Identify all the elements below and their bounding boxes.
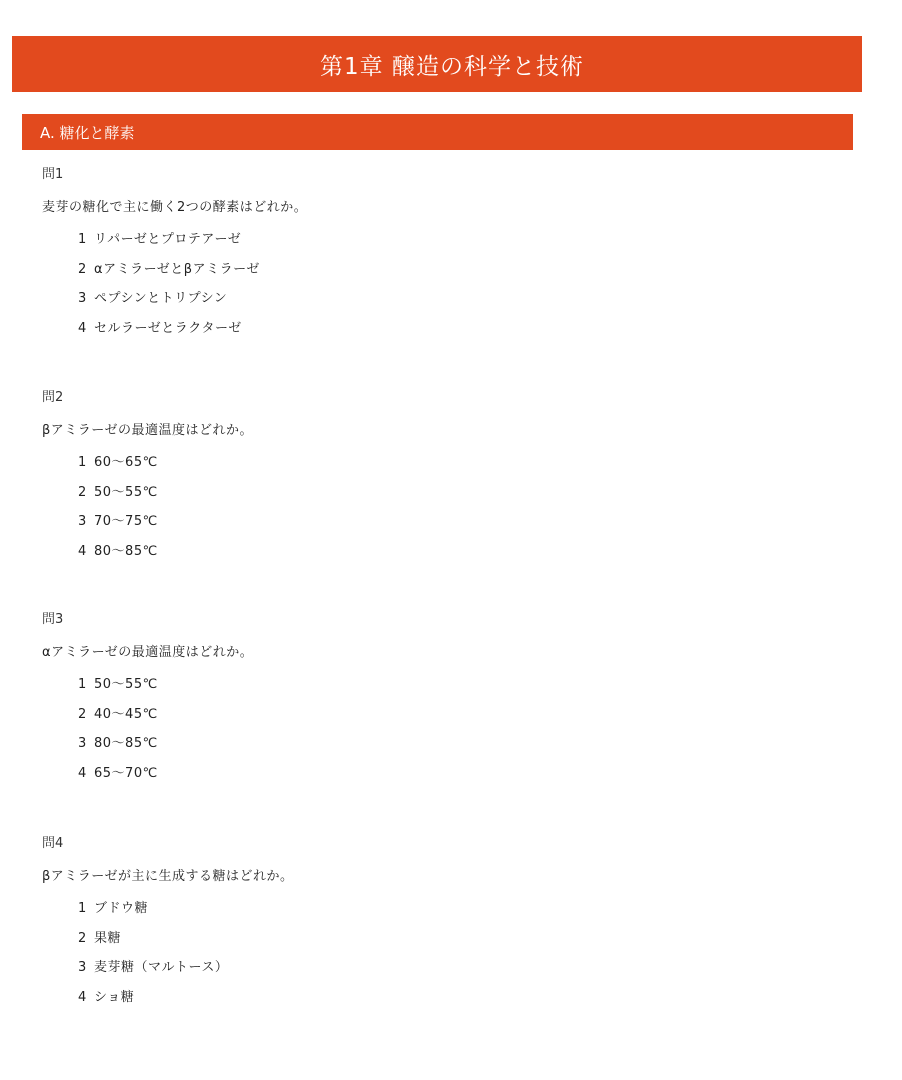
choice-list [42,453,253,571]
choice-item [78,899,294,929]
question-label: 問1 [42,167,64,182]
choice-number: 1 [78,677,87,692]
choice-item [78,319,307,349]
question-label: 問2 [42,390,64,405]
choice-text: 65〜70℃ [94,765,158,781]
choice-item [78,512,253,542]
choice-text: 麦芽糖（マルトース） [94,960,229,975]
choice-list [42,675,253,793]
choice-item [78,764,253,794]
choice-text: 50〜55℃ [94,484,158,500]
choice-text: 60〜65℃ [94,455,158,470]
question-label: 問3 [42,612,64,627]
choice-number: 2 [78,706,87,722]
choice-item [78,289,307,319]
choice-item [78,483,253,513]
choice-text: セルラーゼとラクターゼ [94,320,242,336]
choice-item [78,958,294,988]
choice-number: 3 [78,960,87,975]
choice-text: 80〜85℃ [94,736,158,751]
choice-text: ショ糖 [94,989,135,1005]
question-text: 麦芽の糖化で主に働く2つの酵素はどれか。 [42,200,308,215]
choice-text: 果糖 [94,930,122,946]
choice-text: リパーゼとプロテアーゼ [94,232,242,247]
choice-item [78,230,307,260]
choice-number: 4 [78,543,87,559]
choice-list [42,230,307,348]
choice-number: 1 [78,901,87,916]
choice-text: ブドウ糖 [94,901,149,916]
question-3 [42,610,253,793]
choice-item [78,929,294,959]
choice-text: 80〜85℃ [94,543,158,559]
section-title: A. 糖化と酵素 [40,123,135,142]
question-text: βアミラーゼが主に生成する糖はどれか。 [42,869,294,884]
choice-number: 2 [78,261,87,277]
chapter-title-banner [12,36,862,92]
chapter-title: 第1章 醸造の科学と技術 [320,53,584,80]
choice-text: ペプシンとトリプシン [94,291,228,306]
choice-number: 4 [78,989,87,1005]
choice-item [78,705,253,735]
choice-number: 4 [78,320,87,336]
choice-text: 70〜75℃ [94,514,158,529]
question-2 [42,388,253,571]
choice-number: 3 [78,736,87,751]
choice-text: 50〜55℃ [94,677,158,692]
question-1 [42,165,307,348]
choice-number: 1 [78,232,87,247]
question-4 [42,834,294,1017]
choice-item [78,988,294,1018]
choice-item [78,734,253,764]
choice-number: 4 [78,765,87,781]
choice-number: 3 [78,514,87,529]
choice-text: αアミラーゼとβアミラーゼ [94,261,260,277]
choice-number: 2 [78,484,87,500]
choice-number: 3 [78,291,87,306]
choice-text: 40〜45℃ [94,706,158,722]
choice-number: 1 [78,455,87,470]
choice-item [78,675,253,705]
choice-number: 2 [78,930,87,946]
section-header [22,114,853,150]
question-text: αアミラーゼの最適温度はどれか。 [42,645,254,660]
choice-item [78,453,253,483]
choice-item [78,542,253,572]
question-label: 問4 [42,836,64,851]
question-text: βアミラーゼの最適温度はどれか。 [42,423,254,438]
choice-item [78,260,307,290]
choice-list [42,899,294,1017]
